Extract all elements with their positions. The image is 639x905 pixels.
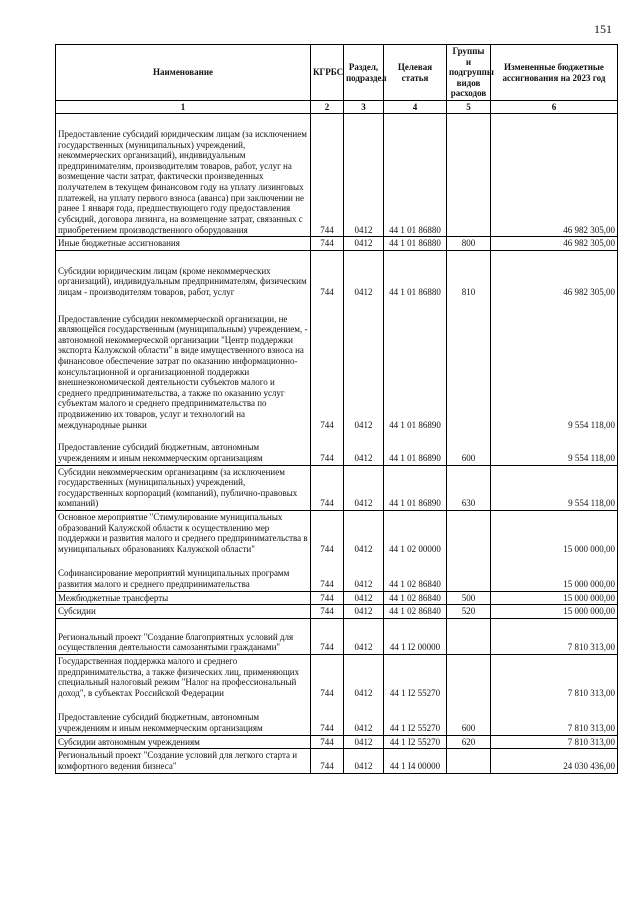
row-section: 0412 bbox=[344, 655, 384, 700]
row-amount: 7 810 313,00 bbox=[491, 618, 618, 654]
row-section: 0412 bbox=[344, 749, 384, 773]
row-target: 44 1 I2 00000 bbox=[384, 618, 447, 654]
column-number: 5 bbox=[447, 101, 491, 114]
row-kgrbs: 744 bbox=[311, 114, 344, 237]
row-expense-group: 620 bbox=[447, 735, 491, 749]
row-name: Предоставление субсидий бюджетным, автономным учреждениям и иным некоммерческим организациям bbox=[56, 699, 311, 735]
row-section: 0412 bbox=[344, 465, 384, 510]
row-expense-group bbox=[447, 114, 491, 237]
row-target: 44 1 01 86890 bbox=[384, 465, 447, 510]
table-row bbox=[56, 299, 618, 432]
table-row bbox=[56, 749, 618, 773]
header-expense-groups: Группы и подгруппы видов расходов bbox=[447, 45, 491, 101]
row-target: 44 1 01 86890 bbox=[384, 431, 447, 465]
row-kgrbs: 744 bbox=[311, 465, 344, 510]
row-name: Государственная поддержка малого и среднего предпринимательства, а также физических лиц, применяющих специальный налоговый режим "Налог на профессиональный доход", в субъектах Российской Федерации bbox=[56, 655, 311, 700]
row-amount: 15 000 000,00 bbox=[491, 591, 618, 605]
row-expense-group: 600 bbox=[447, 699, 491, 735]
row-amount: 46 982 305,00 bbox=[491, 237, 618, 251]
row-target: 44 1 02 00000 bbox=[384, 510, 447, 555]
row-kgrbs: 744 bbox=[311, 605, 344, 619]
row-name: Субсидии некоммерческим организациям (за исключением государственных (муниципальных) учреждений, государственных корпораций (компаний), публично-правовых компаний) bbox=[56, 465, 311, 510]
row-kgrbs: 744 bbox=[311, 555, 344, 591]
row-name: Предоставление субсидии некоммерческой организации, не являющейся государственным (муниципальным) учреждением, - автономной некоммерческой организации "Центр поддержки экспорта Калужской области" в виде имущественного взноса на финансовое обеспечение затрат по оказанию информационно-консультационной и организационной поддержки внешнеэкономической деятельности субъектов малого и среднего предпринимательства, а также по оказанию услуг субъектам малого и среднего предпринимательства по продвижению их товаров, услуг и технологий на международные рынки bbox=[56, 299, 311, 432]
header-kgrbs: КГРБС bbox=[311, 45, 344, 101]
table-row bbox=[56, 555, 618, 591]
table-row bbox=[56, 510, 618, 555]
row-section: 0412 bbox=[344, 618, 384, 654]
row-expense-group bbox=[447, 555, 491, 591]
row-section: 0412 bbox=[344, 735, 384, 749]
row-amount: 46 982 305,00 bbox=[491, 114, 618, 237]
row-kgrbs: 744 bbox=[311, 591, 344, 605]
header-amount: Измененные бюджетные ассигнования на 2023 год bbox=[491, 45, 618, 101]
row-amount: 15 000 000,00 bbox=[491, 510, 618, 555]
table-row bbox=[56, 465, 618, 510]
row-section: 0412 bbox=[344, 250, 384, 298]
row-section: 0412 bbox=[344, 510, 384, 555]
row-expense-group bbox=[447, 655, 491, 700]
row-name: Предоставление субсидий бюджетным, автономным учреждениям и иным некоммерческим организациям bbox=[56, 431, 311, 465]
row-target: 44 1 01 86880 bbox=[384, 237, 447, 251]
row-expense-group: 630 bbox=[447, 465, 491, 510]
column-number: 1 bbox=[56, 101, 311, 114]
table-row bbox=[56, 591, 618, 605]
row-expense-group: 810 bbox=[447, 250, 491, 298]
row-kgrbs: 744 bbox=[311, 431, 344, 465]
row-section: 0412 bbox=[344, 555, 384, 591]
header-name: Наименование bbox=[56, 45, 311, 101]
column-number: 4 bbox=[384, 101, 447, 114]
row-kgrbs: 744 bbox=[311, 618, 344, 654]
row-amount: 9 554 118,00 bbox=[491, 465, 618, 510]
row-kgrbs: 744 bbox=[311, 299, 344, 432]
row-expense-group bbox=[447, 510, 491, 555]
row-expense-group: 500 bbox=[447, 591, 491, 605]
row-kgrbs: 744 bbox=[311, 510, 344, 555]
row-name: Софинансирование мероприятий муниципальных программ развития малого и среднего предпринимательства bbox=[56, 555, 311, 591]
row-kgrbs: 744 bbox=[311, 735, 344, 749]
row-amount: 7 810 313,00 bbox=[491, 735, 618, 749]
row-kgrbs: 744 bbox=[311, 699, 344, 735]
row-amount: 46 982 305,00 bbox=[491, 250, 618, 298]
row-name: Региональный проект "Создание условий для легкого старта и комфортного ведения бизнеса" bbox=[56, 749, 311, 773]
row-name: Субсидии bbox=[56, 605, 311, 619]
row-target: 44 1 I2 55270 bbox=[384, 699, 447, 735]
table-row bbox=[56, 114, 618, 237]
row-amount: 24 030 436,00 bbox=[491, 749, 618, 773]
row-name: Предоставление субсидий юридическим лицам (за исключением государственных (муниципальных) учреждений, некоммерческих организаций), индивидуальным предпринимателям, производителям товаров, работ, услуг на возмещение части затрат, фактически произведенных получателем в текущем финансовом году на уплату лизинговых платежей, на уплату первого взноса (аванса) при заключении не ранее 1 января года, предшествующего году предоставления субсидий, договора лизинга, на возмещение затрат, связанных с приобретением производственного оборудования bbox=[56, 114, 311, 237]
row-expense-group bbox=[447, 299, 491, 432]
row-expense-group: 800 bbox=[447, 237, 491, 251]
row-target: 44 1 01 86880 bbox=[384, 250, 447, 298]
row-target: 44 1 02 86840 bbox=[384, 555, 447, 591]
column-number: 3 bbox=[344, 101, 384, 114]
row-name: Региональный проект "Создание благоприятных условий для осуществления деятельности самозанятыми гражданами" bbox=[56, 618, 311, 654]
row-target: 44 1 I2 55270 bbox=[384, 735, 447, 749]
row-section: 0412 bbox=[344, 237, 384, 251]
row-kgrbs: 744 bbox=[311, 250, 344, 298]
row-expense-group: 520 bbox=[447, 605, 491, 619]
row-kgrbs: 744 bbox=[311, 237, 344, 251]
row-target: 44 1 02 86840 bbox=[384, 605, 447, 619]
row-amount: 15 000 000,00 bbox=[491, 555, 618, 591]
column-number-row bbox=[56, 101, 618, 114]
page-number: 151 bbox=[594, 22, 612, 36]
row-expense-group bbox=[447, 749, 491, 773]
budget-table bbox=[55, 44, 618, 774]
row-amount: 7 810 313,00 bbox=[491, 699, 618, 735]
row-amount: 9 554 118,00 bbox=[491, 299, 618, 432]
row-section: 0412 bbox=[344, 591, 384, 605]
header-section: Раздел, подраздел bbox=[344, 45, 384, 101]
row-expense-group bbox=[447, 618, 491, 654]
row-name: Основное мероприятие "Стимулирование муниципальных образований Калужской области к осуществлению мер поддержки и развития малого и среднего предпринимательства в муниципальных образованиях Калужской области" bbox=[56, 510, 311, 555]
row-name: Иные бюджетные ассигнования bbox=[56, 237, 311, 251]
table-row bbox=[56, 250, 618, 298]
column-number: 6 bbox=[491, 101, 618, 114]
header-row bbox=[56, 45, 618, 101]
row-name: Межбюджетные трансферты bbox=[56, 591, 311, 605]
table-row bbox=[56, 618, 618, 654]
row-amount: 7 810 313,00 bbox=[491, 655, 618, 700]
row-amount: 15 000 000,00 bbox=[491, 605, 618, 619]
column-number: 2 bbox=[311, 101, 344, 114]
table-row bbox=[56, 431, 618, 465]
row-expense-group: 600 bbox=[447, 431, 491, 465]
row-target: 44 1 01 86880 bbox=[384, 114, 447, 237]
row-section: 0412 bbox=[344, 605, 384, 619]
row-name: Субсидии юридическим лицам (кроме некоммерческих организаций), индивидуальным предпринимателям, физическим лицам - производителям товаров, работ, услуг bbox=[56, 250, 311, 298]
row-target: 44 1 02 86840 bbox=[384, 591, 447, 605]
row-target: 44 1 I2 55270 bbox=[384, 655, 447, 700]
row-amount: 9 554 118,00 bbox=[491, 431, 618, 465]
table-row bbox=[56, 237, 618, 251]
row-target: 44 1 01 86890 bbox=[384, 299, 447, 432]
header-target: Целевая статья bbox=[384, 45, 447, 101]
table-row bbox=[56, 735, 618, 749]
row-target: 44 1 I4 00000 bbox=[384, 749, 447, 773]
row-section: 0412 bbox=[344, 114, 384, 237]
row-section: 0412 bbox=[344, 699, 384, 735]
row-section: 0412 bbox=[344, 299, 384, 432]
table-row bbox=[56, 605, 618, 619]
row-section: 0412 bbox=[344, 431, 384, 465]
row-name: Субсидии автономным учреждениям bbox=[56, 735, 311, 749]
row-kgrbs: 744 bbox=[311, 655, 344, 700]
table-row bbox=[56, 655, 618, 700]
row-kgrbs: 744 bbox=[311, 749, 344, 773]
table-row bbox=[56, 699, 618, 735]
